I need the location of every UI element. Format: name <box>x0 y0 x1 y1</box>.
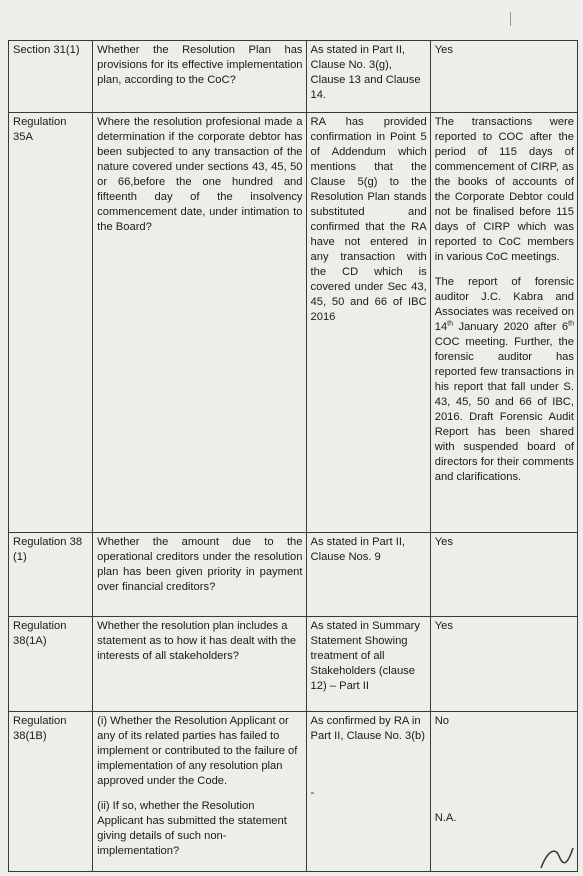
question-cell <box>93 712 306 872</box>
compliance-cell: As stated in Part II, Clause No. 3(g), Clause 13 and Clause 14. <box>306 41 430 113</box>
question-part-1: (i) Whether the Resolution Applicant or any of its related parties has failed to implement or contributed to the failure of implementation of any resolution plan approved under the Code. <box>97 715 298 787</box>
question-cell: Where the resolution profesional made a determination if the corporate debtor has been subjected to any transaction of the nature covered under sections 43, 45, 50 or 66,before the one hundred and fifteenth day of the insolvency commencement date, under intimation to the Board? <box>93 113 306 533</box>
question-cell: Whether the resolution plan includes a statement as to how it has dealt with the interests of all stakeholders? <box>93 617 306 712</box>
remarks-part-1: No <box>434 715 450 727</box>
compliance-part-1: As confirmed by RA in Part II, Clause No. 3(b) <box>310 715 425 742</box>
ref-cell: Regulation 35A <box>9 113 93 533</box>
remarks-part-2: N.A. <box>434 812 457 824</box>
ref-cell: Regulation 38 (1) <box>9 533 93 617</box>
remarks-cell: Yes <box>430 41 577 113</box>
table-row <box>9 617 578 712</box>
table-row <box>9 113 578 533</box>
signature-mark <box>537 842 577 872</box>
ref-cell: Regulation 38(1B) <box>9 712 93 872</box>
question-cell: Whether the Resolution Plan has provisions for its effective implementation plan, according to the CoC? <box>93 41 306 113</box>
compliance-cell: As stated in Part II, Clause Nos. 9 <box>306 533 430 617</box>
compliance-part-2: - <box>310 787 315 799</box>
compliance-cell: RA has provided confirmation in Point 5 of Addendum which mentions that the Clause 5(g) to the Resolution Plan stands substituted and confirmed that the RA have not entered in any transaction with the CD which is covered under Sec 43, 45, 50 and 66 of IBC 2016 <box>306 113 430 533</box>
table-row <box>9 41 578 113</box>
ref-cell: Section 31(1) <box>9 41 93 113</box>
ref-cell: Regulation 38(1A) <box>9 617 93 712</box>
table-row <box>9 533 578 617</box>
scan-mark <box>510 12 511 26</box>
question-cell: Whether the amount due to the operational creditors under the resolution plan has been given priority in payment over financial creditors? <box>93 533 306 617</box>
remarks-cell <box>430 113 577 533</box>
question-part-2: (ii) If so, whether the Resolution Applicant has submitted the statement giving details of such non-implementation? <box>97 800 287 857</box>
compliance-cell: As stated in Summary Statement Showing treatment of all Stakeholders (clause 12) – Part II <box>306 617 430 712</box>
remarks-paragraph-2: The report of forensic auditor J.C. Kabra and Associates was received on 14th January 2020 after 6th COC meeting. Further, the forensic auditor has reported few transactions in his report that fall under S. 43, 45, 50 and 66 of IBC, 2016. Draft Forensic Audit Report has been shared with suspended board of directors for their comments and clarifications. <box>434 276 574 483</box>
compliance-table <box>8 40 578 872</box>
remarks-cell: Yes <box>430 533 577 617</box>
compliance-cell <box>306 712 430 872</box>
remarks-paragraph-1: The transactions were reported to COC after the period of 115 days of commencement of CIRP, as the books of accounts of the Corporate Debtor could not be finalised before 115 days of CIRP which was reported to CoC members in various CoC meetings. <box>434 116 574 263</box>
remarks-cell: Yes <box>430 617 577 712</box>
table-row <box>9 712 578 872</box>
